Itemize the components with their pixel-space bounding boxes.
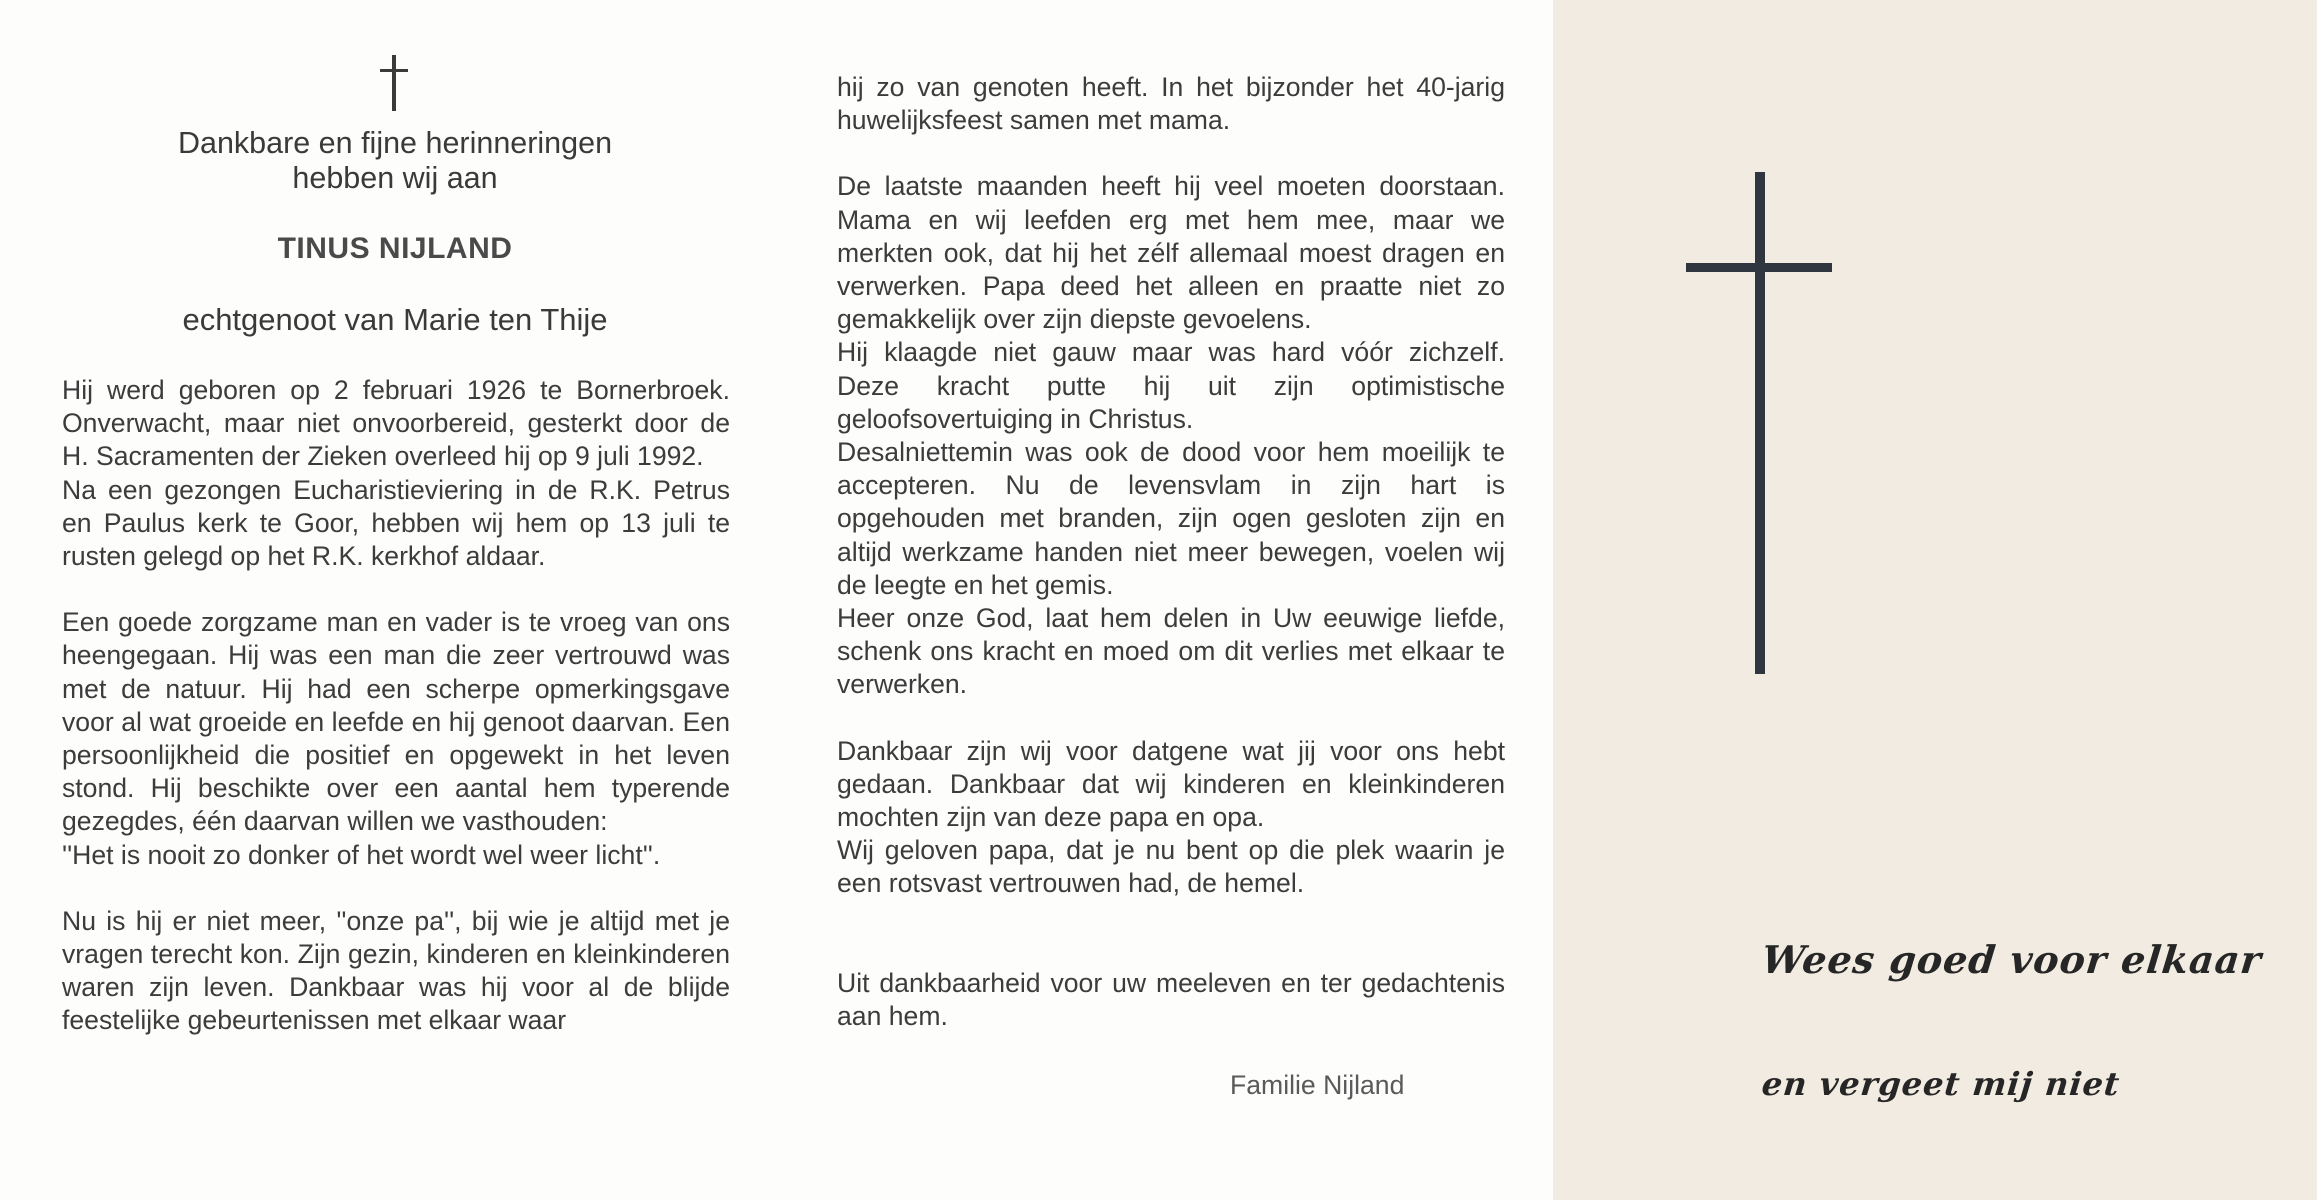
- saying-quote: ''Het is nooit zo donker of het wordt wel weer licht''.: [62, 839, 661, 870]
- character-paragraph: Een goede zorgzame man en vader is te vroeg van ons heengegaan. Hij was een man die zeer vertrouwd was met de natuur. Hij had een scherpe opmerkingsgave voor al wat groeide en leefde en hij genoot daarvan. Een persoonlijkheid die positief en opgewekt in het leven stond. Hij beschikte over een aantal hem typerende gezegdes, één daarvan willen we vasthouden:: [62, 607, 730, 837]
- faith-paragraph: Hij klaagde niet gauw maar was hard vóór zichzelf. Deze kracht putte hij uit zijn optimistische geloofsovertuiging in Christus.: [837, 337, 1505, 434]
- acceptance-paragraph: Desalniettemin was ook de dood voor hem moeilijk te accepteren. Nu de levensvlam in zijn hart is opgehouden met branden, zijn ogen gesloten zijn en altijd werkzame handen niet meer bewegen, voelen wij de leegte en het gemis.: [837, 437, 1505, 600]
- spouse-line: echtgenoot van Marie ten Thije: [182, 302, 608, 337]
- intro-line-2: hebben wij aan: [292, 161, 498, 195]
- gratitude-paragraph: Dankbaar zijn wij voor datgene wat jij voor ons hebt gedaan. Dankbaar dat wij kinderen en kleinkinderen mochten zijn van deze papa en opa.: [837, 735, 1505, 833]
- left-text-column: [62, 374, 730, 1038]
- anniversary-paragraph: hij zo van genoten heeft. In het bijzonder het 40-jarig huwelijksfeest samen met mama.: [837, 72, 1505, 136]
- funeral-paragraph: Na een gezongen Eucharistieviering in de R.K. Petrus en Paulus kerk te Goor, hebben wij hem op 13 juli te rusten gelegd op het R.K. kerkhof aldaar.: [62, 474, 730, 572]
- family-paragraph: Nu is hij er niet meer, ''onze pa'', bij wie je altijd met je vragen terecht kon. Zijn gezin, kinderen en kleinkinderen waren zijn leven. Dankbaar was hij voor al de blijde feestelijke gebeurtenissen met elkaar waar: [62, 905, 730, 1036]
- birth-death-paragraph: Hij werd geboren op 2 februari 1926 te Bornerbroek. Onverwacht, maar niet onvoorbereid, gesterkt door de H. Sacramenten der Zieken overleed hij op 9 juli 1992.: [62, 375, 730, 472]
- motto-line-1: Wees goed voor elkaar: [1759, 937, 2265, 982]
- last-months-paragraph: De laatste maanden heeft hij veel moeten doorstaan. Mama en wij leefden erg met hem mee, maar we merkten ook, dat hij het zélf allemaal moest dragen en verwerken. Papa deed het alleen en praatte niet zo gemakkelijk over zijn diepste gevoelens.: [837, 171, 1505, 335]
- intro-text: [110, 126, 680, 196]
- large-cross-icon: [1686, 172, 1832, 674]
- deceased-name: TINUS NIJLAND: [277, 232, 513, 265]
- cross-icon: [379, 55, 409, 111]
- family-signature: Familie Nijland: [1230, 1070, 1405, 1100]
- intro-line-1: Dankbare en fijne herinneringen: [177, 126, 613, 160]
- heaven-paragraph: Wij geloven papa, dat je nu bent op die plek waarin je een rotsvast vertrouwen had, de hemel.: [837, 835, 1505, 899]
- thanks-paragraph: Uit dankbaarheid voor uw meeleven en ter gedachtenis aan hem.: [837, 967, 1505, 1031]
- middle-text-column: [837, 71, 1505, 1033]
- motto-line-2: en vergeet mij niet: [1760, 1065, 2122, 1103]
- prayer-paragraph: Heer onze God, laat hem delen in Uw eeuwige liefde, schenk ons kracht en moed om dit verlies met elkaar te verwerken.: [837, 603, 1505, 700]
- memorial-card-back-page: [1553, 0, 2317, 1200]
